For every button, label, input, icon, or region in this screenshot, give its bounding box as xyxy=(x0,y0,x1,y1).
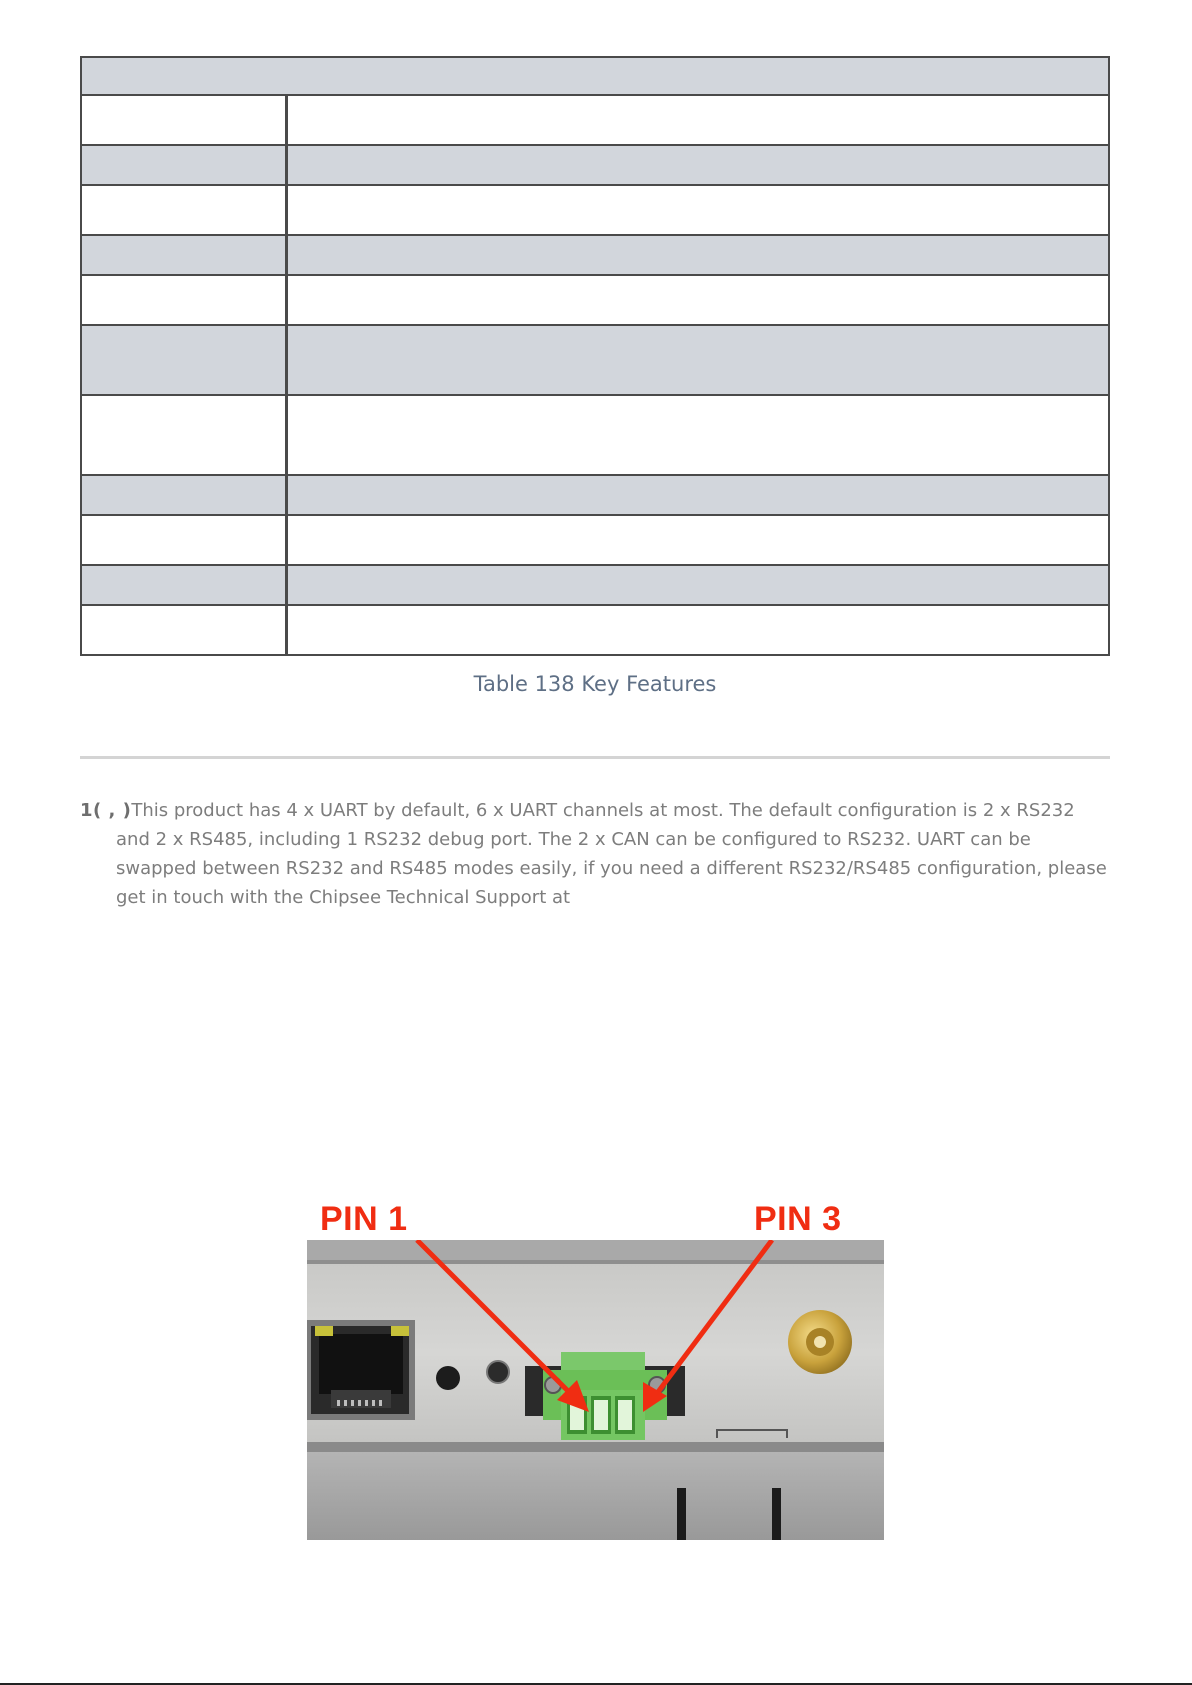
footnote-marker[interactable]: 1( , ) xyxy=(80,800,132,821)
table-row-value xyxy=(288,566,1108,604)
connector-photo xyxy=(307,1240,884,1540)
table-row xyxy=(82,566,1108,606)
table-row xyxy=(82,516,1108,566)
table-row xyxy=(82,236,1108,276)
table-row xyxy=(82,396,1108,476)
table-row xyxy=(82,96,1108,146)
table-row-label xyxy=(82,96,288,144)
key-features-table xyxy=(80,56,1110,656)
table-row-value xyxy=(288,186,1108,234)
table-header-cell xyxy=(82,58,1108,94)
table-row-value xyxy=(288,276,1108,324)
footnote-divider xyxy=(80,756,1110,759)
table-row-value xyxy=(288,326,1108,394)
table-row-label xyxy=(82,606,288,654)
table-row xyxy=(82,186,1108,236)
pin-1-label: PIN 1 xyxy=(320,1200,408,1238)
table-row xyxy=(82,276,1108,326)
table-row xyxy=(82,606,1108,656)
table-row-label xyxy=(82,326,288,394)
table-row-label xyxy=(82,396,288,474)
table-row-label xyxy=(82,566,288,604)
table-row-value xyxy=(288,606,1108,654)
footnote xyxy=(80,796,1112,912)
table-row xyxy=(82,146,1108,186)
table-row xyxy=(82,476,1108,516)
table-row-value xyxy=(288,516,1108,564)
table-row-label xyxy=(82,146,288,184)
connector-photo-illustration xyxy=(307,1240,884,1540)
footnote-text: This product has 4 x UART by default, 6 x UART channels at most. The default configuration is 2 x RS232 and 2 x RS485, including 1 RS232 debug port. The 2 x CAN can be configured to RS232. UART can be swapped between RS232 and RS485 modes easily, if you need a different RS232/RS485 configuration, please get in touch with the Chipsee Technical Support at xyxy=(116,800,1107,908)
table-row-value xyxy=(288,476,1108,514)
table-header-row xyxy=(82,58,1108,96)
table-row-value xyxy=(288,396,1108,474)
table-caption: Table 138 Key Features xyxy=(473,672,717,696)
table-row xyxy=(82,326,1108,396)
table-row-value xyxy=(288,146,1108,184)
table-row-label xyxy=(82,236,288,274)
pin-3-label: PIN 3 xyxy=(754,1200,842,1238)
table-row-label xyxy=(82,276,288,324)
table-row-label xyxy=(82,186,288,234)
table-row-value xyxy=(288,96,1108,144)
table-row-label xyxy=(82,476,288,514)
table-row-label xyxy=(82,516,288,564)
table-row-value xyxy=(288,236,1108,274)
